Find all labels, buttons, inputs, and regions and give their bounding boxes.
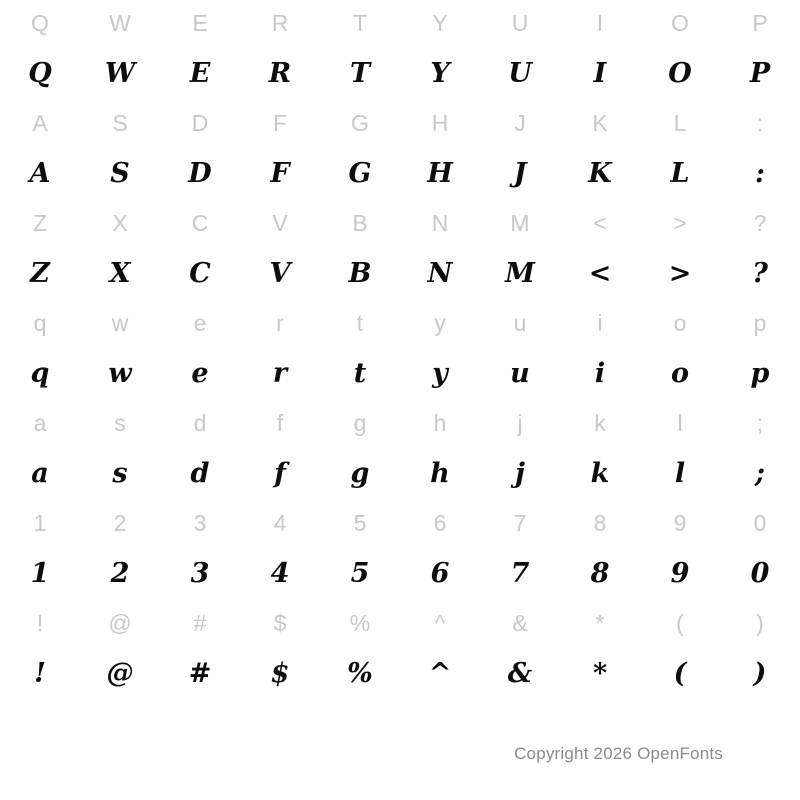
- glyph-cell: 7: [510, 557, 530, 589]
- glyph-cell: #: [188, 657, 212, 689]
- key-label-cell: l: [677, 409, 683, 436]
- glyph-cell: 4: [270, 557, 290, 589]
- key-label-cell: X: [112, 209, 128, 236]
- key-label-cell: y: [434, 309, 446, 336]
- glyph-cell: V: [269, 257, 291, 289]
- key-label-cell: Y: [432, 9, 448, 36]
- key-label-cell: >: [673, 209, 687, 236]
- glyph-cell: d: [190, 457, 210, 489]
- glyph-cell: :: [755, 157, 765, 189]
- key-label-cell: !: [36, 609, 44, 636]
- key-label-cell: ;: [756, 409, 764, 436]
- key-label-cell: e: [193, 309, 207, 336]
- key-label-row: [0, 100, 800, 146]
- key-label-cell: $: [273, 609, 287, 636]
- glyph-cell: y: [432, 357, 448, 389]
- glyph-cell: $: [270, 657, 290, 689]
- key-label-cell: #: [193, 609, 207, 636]
- key-label-cell: ): [756, 609, 764, 636]
- glyph-cell: o: [670, 357, 689, 389]
- glyph-cell: O: [668, 57, 692, 89]
- glyph-cell: <: [588, 257, 612, 289]
- glyph-band: [0, 100, 800, 200]
- glyph-cell: X: [109, 257, 131, 289]
- key-label-cell: D: [191, 109, 209, 136]
- key-label-cell: f: [276, 409, 284, 436]
- key-label-row: [0, 400, 800, 446]
- key-label-cell: 5: [353, 509, 367, 536]
- glyph-cell: f: [274, 457, 286, 489]
- glyph-cell: 0: [750, 557, 770, 589]
- glyph-band: [0, 300, 800, 400]
- key-label-cell: 9: [673, 509, 687, 536]
- glyph-cell: ;: [755, 457, 765, 489]
- key-label-cell: <: [593, 209, 607, 236]
- glyph-cell: 3: [190, 557, 210, 589]
- glyph-cell: N: [427, 257, 453, 289]
- key-label-cell: Q: [31, 9, 49, 36]
- key-label-row: [0, 300, 800, 346]
- glyph-cell: 2: [110, 557, 130, 589]
- key-label-cell: j: [517, 409, 523, 436]
- glyph-band: [0, 200, 800, 300]
- glyph-cell: R: [268, 57, 292, 89]
- key-label-cell: t: [356, 309, 364, 336]
- glyph-cell: I: [593, 57, 607, 89]
- glyph-cell: 8: [590, 557, 610, 589]
- key-label-cell: M: [510, 209, 530, 236]
- key-label-cell: g: [353, 409, 367, 436]
- glyph-cell: w: [108, 357, 132, 389]
- glyph-cell: *: [592, 657, 608, 689]
- glyph-cell: P: [749, 57, 771, 89]
- key-label-cell: 2: [113, 509, 127, 536]
- key-label-cell: a: [33, 409, 47, 436]
- glyph-band: [0, 0, 800, 100]
- glyph-cell: W: [104, 57, 136, 89]
- glyph-cell: (: [673, 657, 687, 689]
- key-label-row: [0, 600, 800, 646]
- key-label-cell: W: [109, 9, 131, 36]
- glyph-cell: U: [508, 57, 532, 89]
- key-label-cell: w: [111, 309, 129, 336]
- key-label-cell: 6: [433, 509, 447, 536]
- key-label-cell: O: [671, 9, 689, 36]
- key-label-cell: C: [191, 209, 209, 236]
- glyph-row: [0, 246, 800, 300]
- glyph-cell: ^: [428, 657, 452, 689]
- key-label-cell: d: [193, 409, 207, 436]
- key-label-cell: %: [349, 609, 371, 636]
- glyph-cell: &: [507, 657, 533, 689]
- glyph-cell: %: [347, 657, 373, 689]
- key-label-cell: p: [753, 309, 767, 336]
- glyph-cell: p: [750, 357, 770, 389]
- key-label-cell: 7: [513, 509, 527, 536]
- key-label-cell: J: [514, 109, 526, 136]
- key-label-cell: I: [596, 9, 604, 36]
- glyph-cell: T: [349, 57, 371, 89]
- glyph-cell: !: [34, 657, 46, 689]
- copyright-notice: Copyright 2026 OpenFonts: [514, 744, 723, 763]
- key-label-cell: h: [433, 409, 447, 436]
- key-label-cell: L: [673, 109, 687, 136]
- key-label-cell: &: [512, 609, 528, 636]
- key-label-cell: T: [352, 9, 368, 36]
- key-label-cell: E: [192, 9, 208, 36]
- key-label-cell: F: [272, 109, 288, 136]
- glyph-cell: D: [188, 157, 212, 189]
- key-label-cell: 3: [193, 509, 207, 536]
- key-label-cell: *: [595, 609, 605, 636]
- key-label-cell: N: [431, 209, 449, 236]
- glyph-cell: a: [31, 457, 49, 489]
- key-label-cell: ?: [753, 209, 767, 236]
- key-label-row: [0, 200, 800, 246]
- glyph-cell: A: [29, 157, 51, 189]
- key-label-cell: B: [352, 209, 368, 236]
- glyph-cell: g: [350, 457, 370, 489]
- glyph-cell: q: [30, 357, 50, 389]
- key-label-cell: Z: [32, 209, 48, 236]
- glyph-cell: J: [513, 157, 527, 189]
- key-label-cell: S: [112, 109, 128, 136]
- glyph-cell: 6: [430, 557, 450, 589]
- glyph-cell: 1: [30, 557, 50, 589]
- key-label-cell: q: [33, 309, 47, 336]
- glyph-cell: i: [594, 357, 606, 389]
- key-label-cell: @: [108, 609, 132, 636]
- glyph-row: [0, 646, 800, 700]
- key-label-cell: r: [276, 309, 284, 336]
- glyph-cell: C: [189, 257, 211, 289]
- glyph-cell: Q: [28, 57, 52, 89]
- glyph-cell: >: [668, 257, 692, 289]
- glyph-band: [0, 400, 800, 500]
- key-label-cell: :: [756, 109, 764, 136]
- glyph-row: [0, 146, 800, 200]
- glyph-cell: F: [270, 157, 290, 189]
- glyph-row: [0, 46, 800, 100]
- glyph-row: [0, 346, 800, 400]
- key-label-cell: K: [592, 109, 608, 136]
- key-label-cell: G: [351, 109, 369, 136]
- glyph-cell: S: [110, 157, 130, 189]
- key-label-cell: U: [511, 9, 529, 36]
- key-label-cell: A: [32, 109, 48, 136]
- key-label-cell: H: [431, 109, 449, 136]
- key-label-cell: (: [676, 609, 684, 636]
- glyph-cell: B: [348, 257, 372, 289]
- glyph-cell: t: [353, 357, 367, 389]
- key-label-cell: V: [272, 209, 288, 236]
- glyph-row: [0, 446, 800, 500]
- glyph-cell: k: [590, 457, 610, 489]
- glyph-row: [0, 546, 800, 600]
- glyph-cell: 9: [670, 557, 690, 589]
- glyph-cell: L: [670, 157, 690, 189]
- glyph-cell: M: [505, 257, 535, 289]
- glyph-cell: Y: [430, 57, 450, 89]
- key-label-cell: 4: [273, 509, 287, 536]
- glyph-band: [0, 600, 800, 700]
- glyph-cell: e: [191, 357, 209, 389]
- key-label-cell: R: [271, 9, 289, 36]
- key-label-cell: 1: [33, 509, 47, 536]
- glyph-cell: G: [348, 157, 372, 189]
- glyph-cell: K: [588, 157, 612, 189]
- glyph-cell: Z: [30, 257, 50, 289]
- key-label-cell: 8: [593, 509, 607, 536]
- glyph-cell: ?: [752, 257, 768, 289]
- glyph-cell: s: [112, 457, 128, 489]
- glyph-cell: 5: [350, 557, 370, 589]
- glyph-cell: r: [272, 357, 288, 389]
- key-label-row: [0, 0, 800, 46]
- glyph-cell: h: [430, 457, 450, 489]
- key-label-cell: ^: [434, 609, 446, 636]
- glyph-band: [0, 500, 800, 600]
- key-label-cell: u: [513, 309, 527, 336]
- key-label-cell: s: [114, 409, 126, 436]
- glyph-cell: @: [106, 657, 134, 689]
- key-label-row: [0, 500, 800, 546]
- glyph-cell: l: [674, 457, 686, 489]
- key-label-cell: P: [752, 9, 768, 36]
- key-label-cell: k: [594, 409, 606, 436]
- glyph-cell: E: [189, 57, 211, 89]
- key-label-cell: 0: [753, 509, 767, 536]
- glyph-cell: ): [753, 657, 767, 689]
- key-label-cell: o: [673, 309, 687, 336]
- glyph-cell: H: [427, 157, 453, 189]
- glyph-cell: u: [510, 357, 530, 389]
- glyph-cell: j: [515, 457, 525, 489]
- key-label-cell: i: [597, 309, 603, 336]
